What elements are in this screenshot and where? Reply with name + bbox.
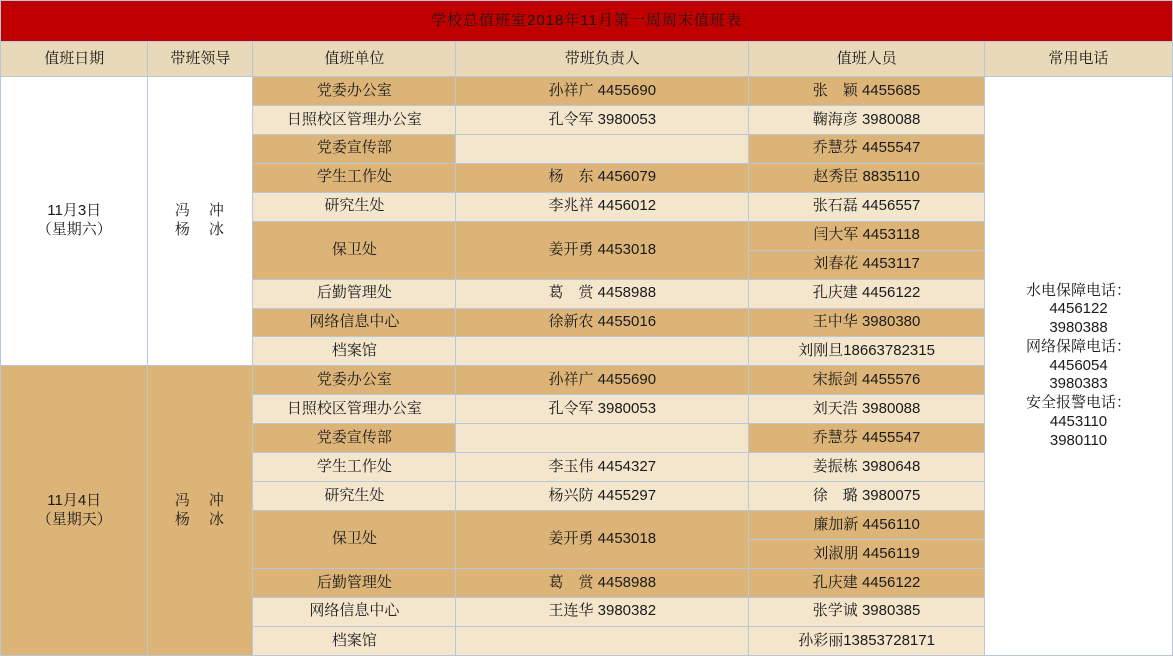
unit-cell: 党委办公室 [253,77,456,106]
staff-cell: 乔慧芬 4455547 [749,424,985,453]
column-header-leader: 带班领导 [148,42,253,77]
phone-line: 3980110 [1049,431,1108,449]
unit-cell: 后勤管理处 [253,568,456,597]
staff-cell: 孔庆建 4456122 [749,568,985,597]
column-header-phones: 常用电话 [985,42,1173,77]
unit-cell: 研究生处 [253,192,456,221]
staff-cell: 孙彩丽13853728171 [749,626,985,655]
title-row [1,1,1173,42]
day1-date-cell [1,77,148,366]
day1-date: 11月3日 [47,202,102,220]
manager-cell [456,424,749,453]
manager-cell: 孙祥广 4455690 [456,366,749,395]
day1-leader-1: 冯 冲 [174,202,226,220]
phone-line: 水电保障电话： [1026,281,1132,299]
staff-cell: 王中华 3980380 [749,308,985,337]
phone-line: 4453110 [1049,412,1108,430]
staff-cell: 廉加新 4456110 [749,511,985,540]
staff-cell: 张石磊 4456557 [749,192,985,221]
header-row [1,42,1173,77]
unit-cell: 学生工作处 [253,163,456,192]
staff-cell: 张学诚 3980385 [749,597,985,626]
day2-leader-cell [148,366,253,656]
staff-cell: 刘淑朋 4456119 [749,540,985,569]
unit-cell: 档案馆 [253,626,456,655]
day2-date-cell [1,366,148,656]
manager-cell [456,134,749,163]
manager-cell: 李兆祥 4456012 [456,192,749,221]
staff-cell: 姜振栋 3980648 [749,453,985,482]
phone-line: 4456122 [1049,300,1108,318]
column-header-unit: 值班单位 [253,42,456,77]
unit-cell: 保卫处 [253,221,456,279]
manager-cell: 姜开勇 4453018 [456,511,749,569]
day1-weekday: （星期六） [36,221,112,239]
day2-weekday: （星期天） [36,510,112,528]
day1-leader-2: 杨 冰 [174,221,226,239]
manager-cell: 杨 东 4456079 [456,163,749,192]
staff-cell: 乔慧芬 4455547 [749,134,985,163]
staff-cell: 刘天浩 3980088 [749,395,985,424]
manager-cell: 王连华 3980382 [456,597,749,626]
phone-line: 4456054 [1049,356,1108,374]
manager-cell: 徐新农 4455016 [456,308,749,337]
common-phones-cell [985,77,1173,656]
page-title: 学校总值班室2018年11月第一周周末值班表 [1,1,1173,42]
day2-date: 11月4日 [47,491,102,509]
staff-cell: 刘刚旦18663782315 [749,337,985,366]
manager-cell: 孔令军 3980053 [456,105,749,134]
staff-cell: 宋振剑 4455576 [749,366,985,395]
column-header-manager: 带班负责人 [456,42,749,77]
phone-line: 3980388 [1049,319,1108,337]
table-row [1,77,1173,106]
staff-cell: 孔庆建 4456122 [749,279,985,308]
phone-line: 安全报警电话： [1026,394,1132,412]
manager-cell [456,337,749,366]
unit-cell: 党委宣传部 [253,424,456,453]
unit-cell: 保卫处 [253,511,456,569]
unit-cell: 研究生处 [253,482,456,511]
staff-cell: 赵秀臣 8835110 [749,163,985,192]
unit-cell: 日照校区管理办公室 [253,105,456,134]
staff-cell: 刘春花 4453117 [749,250,985,279]
day2-leader-2: 杨 冰 [174,510,226,528]
column-header-date: 值班日期 [1,42,148,77]
manager-cell: 姜开勇 4453018 [456,221,749,279]
unit-cell: 后勤管理处 [253,279,456,308]
unit-cell: 档案馆 [253,337,456,366]
day2-leader-1: 冯 冲 [174,491,226,509]
staff-cell: 鞠海彦 3980088 [749,105,985,134]
phone-line: 3980383 [1049,375,1108,393]
manager-cell: 杨兴防 4455297 [456,482,749,511]
day1-leader-cell [148,77,253,366]
unit-cell: 党委宣传部 [253,134,456,163]
column-header-staff: 值班人员 [749,42,985,77]
manager-cell: 葛 赏 4458988 [456,279,749,308]
manager-cell: 李玉伟 4454327 [456,453,749,482]
unit-cell: 学生工作处 [253,453,456,482]
unit-cell: 网络信息中心 [253,308,456,337]
unit-cell: 日照校区管理办公室 [253,395,456,424]
manager-cell [456,626,749,655]
unit-cell: 网络信息中心 [253,597,456,626]
staff-cell: 张 颖 4455685 [749,77,985,106]
staff-cell: 闫大军 4453118 [749,221,985,250]
manager-cell: 孙祥广 4455690 [456,77,749,106]
unit-cell: 党委办公室 [253,366,456,395]
staff-cell: 徐 璐 3980075 [749,482,985,511]
phone-line: 网络保障电话： [1026,337,1132,355]
manager-cell: 孔令军 3980053 [456,395,749,424]
manager-cell: 葛 赏 4458988 [456,568,749,597]
